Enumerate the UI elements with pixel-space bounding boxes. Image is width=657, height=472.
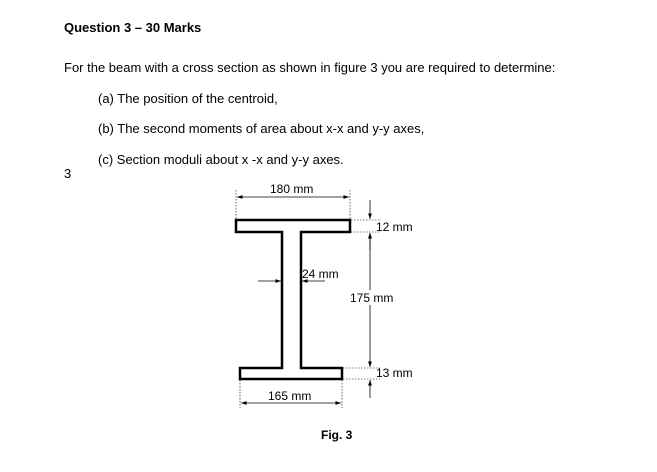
item-b: (b) The second moments of area about x-x and y-y axes, [98, 121, 425, 136]
question-intro: For the beam with a cross section as shown in figure 3 you are required to determine: [64, 60, 556, 75]
web-height-label: 175 mm [350, 291, 394, 305]
web-height-dimension [346, 233, 402, 367]
stray-mark: 3 [64, 166, 72, 181]
web-thickness-label: 24 mm [302, 267, 339, 281]
i-beam-section [236, 220, 350, 379]
question-heading: Question 3 – 30 Marks [64, 20, 202, 35]
item-a: (a) The position of the centroid, [98, 91, 278, 106]
top-flange-thickness-dimension [351, 200, 413, 250]
top-width-dimension [236, 182, 350, 219]
top-flange-thickness-label: 12 mm [376, 220, 413, 234]
top-width-label: 180 mm [270, 182, 314, 196]
bottom-flange-thickness-label: 13 mm [376, 366, 413, 380]
figure-caption: Fig. 3 [321, 428, 353, 442]
bottom-width-dimension [240, 380, 342, 408]
item-c: (c) Section moduli about x -x and y-y axes. [98, 152, 344, 167]
bottom-flange-thickness-dimension [343, 366, 413, 398]
bottom-width-label: 165 mm [268, 389, 312, 403]
web-thickness-dimension [258, 267, 339, 281]
